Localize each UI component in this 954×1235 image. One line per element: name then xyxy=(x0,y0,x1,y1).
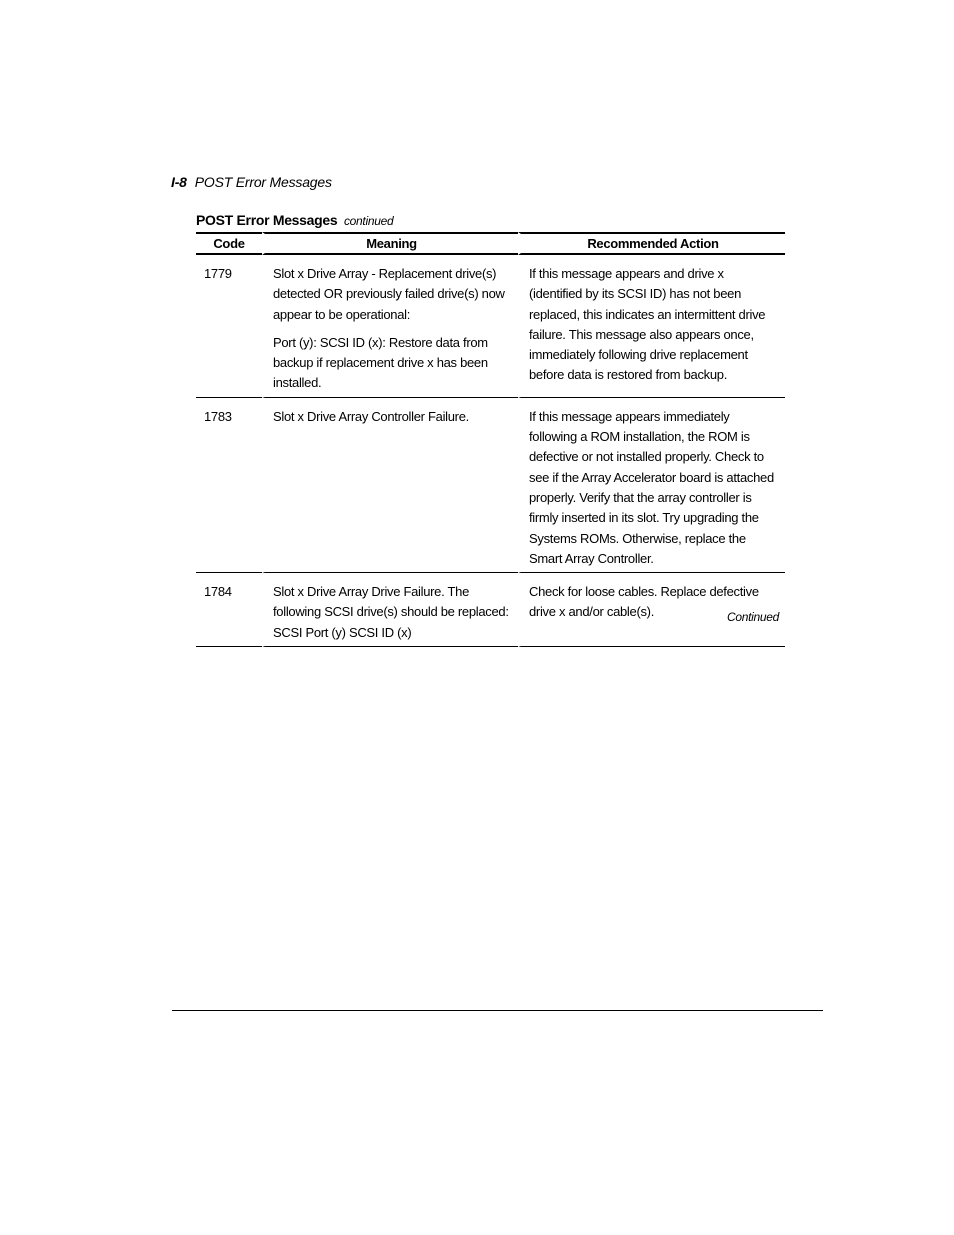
column-header-code: Code xyxy=(196,232,262,255)
action-paragraph: If this message appears immediately following a ROM installation, the ROM is defective or not installed properly. Check to see if the Array Accelerator board is attached properly. Verify that the array controller is firmly inserted in its slot. Try upgrading the Systems ROMs. Otherwise, replace the Smart Array Controller. xyxy=(529,408,774,566)
action-paragraph: Check for loose cables. Replace defective drive x and/or cable(s). xyxy=(529,584,759,620)
error-meaning xyxy=(262,573,518,647)
table-caption-title: POST Error Messages xyxy=(196,212,338,228)
error-code: 1779 xyxy=(196,255,262,398)
error-code: 1783 xyxy=(196,398,262,573)
section-title: POST Error Messages xyxy=(194,174,332,190)
meaning-paragraph: Slot x Drive Array Controller Failure. xyxy=(273,408,469,424)
running-header xyxy=(171,174,332,190)
footer-rule xyxy=(172,1010,823,1011)
table-header-row xyxy=(196,232,785,255)
table-row xyxy=(196,573,785,647)
error-meaning xyxy=(262,255,518,398)
post-error-table xyxy=(196,232,785,647)
error-meaning xyxy=(262,398,518,573)
meaning-paragraph: Slot x Drive Array Drive Failure. The following SCSI drive(s) should be replaced: SCSI Port (y) SCSI ID (x) xyxy=(273,584,509,640)
recommended-action xyxy=(518,255,785,398)
table-row xyxy=(196,255,785,398)
error-code: 1784 xyxy=(196,573,262,647)
page-number: I-8 xyxy=(171,174,187,190)
continued-note: Continued xyxy=(727,610,780,624)
column-header-meaning: Meaning xyxy=(262,232,518,255)
action-paragraph: If this message appears and drive x (identified by its SCSI ID) has not been replaced, this indicates an intermittent drive failure. This message also appears once, immediately following drive replacement before data is restored from backup. xyxy=(529,266,766,383)
table-caption-suffix: continued xyxy=(343,214,394,228)
column-header-action: Recommended Action xyxy=(518,232,785,255)
recommended-action xyxy=(518,398,785,573)
meaning-paragraph: Slot x Drive Array - Replacement drive(s) detected OR previously failed drive(s) now appear to be operational: xyxy=(273,266,505,322)
meaning-paragraph: Port (y): SCSI ID (x): Restore data from backup if replacement drive x has been installed. xyxy=(273,334,488,391)
table-row xyxy=(196,398,785,573)
table-caption xyxy=(196,212,393,228)
